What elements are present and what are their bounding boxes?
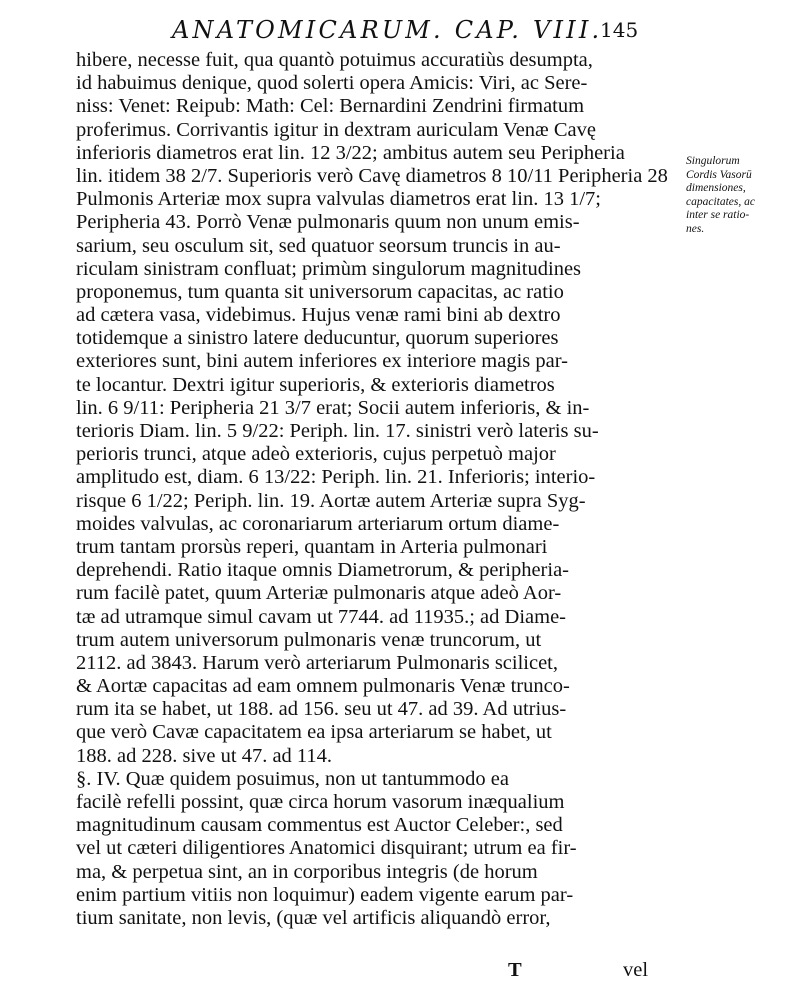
text-line: rum facilè patet, quum Arteriæ pulmonaris atque adeò Aor-: [76, 582, 562, 605]
text-line: deprehendi. Ratio itaque omnis Diametrorum, & peripheria-: [76, 559, 569, 582]
text-line: 188. ad 228. sive ut 47. ad 114.: [76, 744, 333, 767]
text-line: facilè refelli possint, quæ circa horum vasorum inæqualium: [76, 791, 565, 813]
text-line: risque 6 1/22; Periph. lin. 19. Aortæ autem Arteriæ supra Syg-: [76, 489, 586, 512]
text-line: enim partium vitiis non loquimur) eadem vigente earum par-: [76, 883, 574, 906]
margin-note-line: Cordis Vasorū: [686, 168, 752, 181]
page-number: 145: [600, 18, 639, 42]
text-line: te locantur. Dextri igitur superioris, & exterioris diametros: [76, 373, 555, 396]
margin-note-line: inter se ratio-: [686, 209, 750, 221]
text-line: vel ut cæteri diligentiores Anatomici disquirant; utrum ea fir-: [76, 837, 577, 860]
page-header: [172, 16, 652, 52]
text-line: lin. itidem 38 2/7. Superioris verò Cavę diametros 8 10/11 Peripheria 28: [76, 164, 668, 187]
text-line: moides valvulas, ac coronariarum arteriarum ortum diame-: [76, 512, 560, 535]
margin-note-line: capacitates, ac: [686, 195, 755, 208]
margin-note-line: Singulorum: [686, 155, 740, 167]
text-line: exteriores sunt, bini autem inferiores ex interiore magis par-: [76, 350, 568, 373]
text-line: ma, & perpetua sint, an in corporibus integris (de horum: [76, 860, 538, 883]
page-footer: [76, 959, 676, 999]
text-line: id habuimus denique, quod solerti opera Amicis: Viri, ac Sere-: [76, 72, 588, 95]
text-line: rum ita se habet, ut 188. ad 156. seu ut 47. ad 39. Ad utrius-: [76, 698, 567, 721]
text-line: amplitudo est, diam. 6 13/22: Periph. lin. 21. Inferioris; interio-: [76, 466, 596, 489]
margin-note-line: nes.: [686, 222, 705, 235]
text-line: Peripheria 43. Porrò Venæ pulmonaris quum non unum emis-: [76, 211, 580, 234]
text-line: trum tantam prorsùs reperi, quantam in Arteria pulmonari: [76, 535, 548, 558]
text-line: lin. 6 9/11: Peripheria 21 3/7 erat; Socii autem inferioris, & in-: [76, 396, 590, 419]
text-line: perioris trunci, atque adeò exterioris, cujus perpetuò major: [76, 443, 556, 466]
catchword: vel: [623, 959, 649, 981]
text-line: & Aortæ capacitas ad eam omnem pulmonaris Venæ trunco-: [76, 675, 570, 698]
body-text: [76, 49, 676, 930]
text-line: trum autem universorum pulmonaris venæ truncorum, ut: [76, 628, 542, 651]
text-line: sarium, seu osculum sit, sed quatuor seorsum truncis in au-: [76, 234, 561, 257]
text-line: ad cætera vasa, videbimus. Hujus venæ rami bini ab dextro: [76, 304, 561, 327]
text-line: hibere, necesse fuit, qua quantò potuimus accuratiùs desumpta,: [76, 49, 593, 71]
text-line: inferioris diametros erat lin. 12 3/22; ambitus autem seu Peripheria: [76, 141, 625, 164]
text-line: proferimus. Corrivantis igitur in dextram auriculam Venæ Cavę: [76, 118, 596, 141]
text-line: niss: Venet: Reipub: Math: Cel: Bernardini Zendrini firmatum: [76, 95, 585, 118]
text-line: Pulmonis Arteriæ mox supra valvulas diametros erat lin. 13 1/7;: [76, 188, 601, 211]
text-line: riculam sinistram confluat; primùm singulorum magnitudines: [76, 257, 582, 280]
running-head: ANATOMICARUM. CAP. VIII.: [172, 16, 603, 44]
text-line: proponemus, tum quanta sit universorum capacitas, ac ratio: [76, 280, 564, 303]
text-line: 2112. ad 3843. Harum verò arteriarum Pulmonaris scilicet,: [76, 651, 559, 674]
text-line: totidemque a sinistro latere deducuntur, quorum superiores: [76, 327, 559, 350]
margin-note: [686, 155, 796, 236]
text-line: §. IV. Quæ quidem posuimus, non ut tantummodo ea: [76, 767, 509, 790]
text-line: magnitudinum causam commentus est Auctor Celeber:, sed: [76, 814, 563, 837]
text-line: tæ ad utramque simul cavam ut 7744. ad 11935.; ad Diame-: [76, 605, 566, 628]
text-line: que verò Cavæ capacitatem ea ipsa arteriarum se habet, ut: [76, 721, 552, 744]
signature-mark: T: [508, 959, 522, 981]
text-line: terioris Diam. lin. 5 9/22: Periph. lin. 17. sinistri verò lateris su-: [76, 420, 599, 442]
text-line: tium sanitate, non levis, (quæ vel artificis aliquandò error,: [76, 906, 551, 929]
margin-note-line: dimensiones,: [686, 182, 746, 194]
